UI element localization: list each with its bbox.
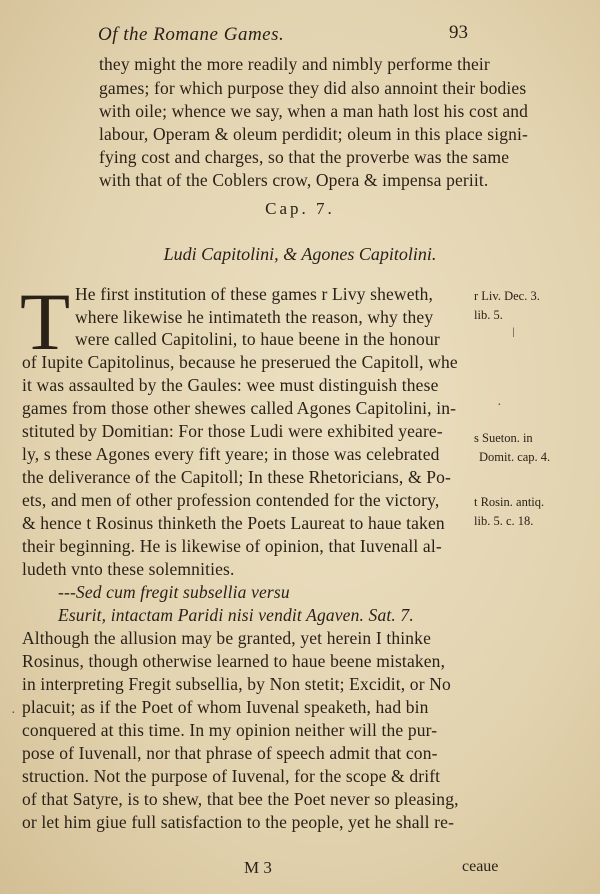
text-line: games from those other shewes called Agones Capitolini, in- bbox=[22, 398, 457, 418]
margin-note: lib. 5. bbox=[474, 308, 503, 322]
text-line: ets, and men of other profession contended for the victory, bbox=[22, 490, 440, 510]
text-line: or let him giue full satisfaction to the people, yet he shall re- bbox=[22, 812, 455, 832]
margin-note: s Sueton. in bbox=[474, 431, 533, 445]
text-line: placuit; as if the Poet of whom Iuvenal speaketh, had bin bbox=[22, 697, 429, 717]
text-line: labour, Operam & oleum perdidit; oleum in this place signi- bbox=[99, 124, 529, 144]
text-line: conquered at this time. In my opinion neither will the pur- bbox=[22, 720, 438, 740]
margin-note: lib. 5. c. 18. bbox=[474, 514, 534, 528]
catchword: ceaue bbox=[462, 858, 499, 875]
text-line: they might the more readily and nimbly performe their bbox=[99, 54, 490, 74]
text-line: the deliverance of the Capitoll; In these Rhetoricians, & Po- bbox=[22, 467, 452, 487]
text-line: where likewise he intimateth the reason, why they bbox=[75, 307, 434, 327]
margin-mark: · bbox=[11, 706, 16, 721]
text-line: struction. Not the purpose of Iuvenal, for the scope & drift bbox=[22, 766, 441, 786]
margin-mark: · bbox=[497, 398, 502, 413]
page-header bbox=[98, 24, 468, 50]
margin-note: t Rosin. antiq. bbox=[474, 495, 545, 509]
text-line: it was assaulted by the Gaules: wee must distinguish these bbox=[22, 375, 439, 395]
verse-line: Esurit, intactam Paridi nisi vendit Agaven. Sat. 7. bbox=[58, 605, 414, 625]
text-line: of Iupite Capitolinus, because he preserued the Capitoll, whe bbox=[22, 352, 458, 372]
signature-mark: M 3 bbox=[244, 858, 272, 877]
text-line: with that of the Coblers crow, Opera & impensa periit. bbox=[99, 170, 489, 190]
text-line: in interpreting Fregit subsellia, by Non stetit; Excidit, or No bbox=[22, 674, 451, 694]
text-line: their beginning. He is likewise of opinion, that Iuvenall al- bbox=[22, 536, 442, 556]
text-line: pose of Iuvenall, nor that phrase of speech admit that con- bbox=[22, 743, 438, 763]
text-line: fying cost and charges, so that the proverbe was the same bbox=[99, 147, 510, 167]
text-line: ludeth vnto these solemnities. bbox=[22, 559, 235, 579]
text-line: games; for which purpose they did also annoint their bodies bbox=[99, 78, 527, 98]
text-line: & hence t Rosinus thinketh the Poets Laureat to haue taken bbox=[22, 513, 445, 533]
text-line: stituted by Domitian: For those Ludi were exhibited yeare- bbox=[22, 421, 443, 441]
page-number: 93 bbox=[449, 22, 468, 43]
text-line: with oile; whence we say, when a man hath lost his cost and bbox=[99, 101, 529, 121]
running-head: Of the Romane Games. bbox=[98, 24, 285, 45]
margin-mark: ǀ bbox=[512, 326, 515, 341]
text-line: of that Satyre, is to shew, that bee the Poet never so pleasing, bbox=[22, 789, 459, 809]
margin-note: r Liv. Dec. 3. bbox=[474, 289, 540, 303]
verse-line: ---Sed cum fregit subsellia versu bbox=[58, 582, 290, 602]
text-line: He first institution of these games r Livy sheweth, bbox=[75, 284, 434, 304]
drop-cap: T bbox=[20, 276, 71, 367]
margin-note: Domit. cap. 4. bbox=[479, 450, 551, 464]
text-line: Rosinus, though otherwise learned to haue beene mistaken, bbox=[22, 651, 446, 671]
chapter-heading: Cap. 7. bbox=[265, 199, 335, 218]
text-line: Although the allusion may be granted, yet herein I thinke bbox=[22, 628, 431, 648]
text-line: were called Capitolini, to haue beene in the honour bbox=[75, 329, 440, 349]
chapter-subtitle: Ludi Capitolini, & Agones Capitolini. bbox=[163, 244, 437, 264]
text-line: ly, s these Agones every fift yeare; in those was celebrated bbox=[22, 444, 440, 464]
